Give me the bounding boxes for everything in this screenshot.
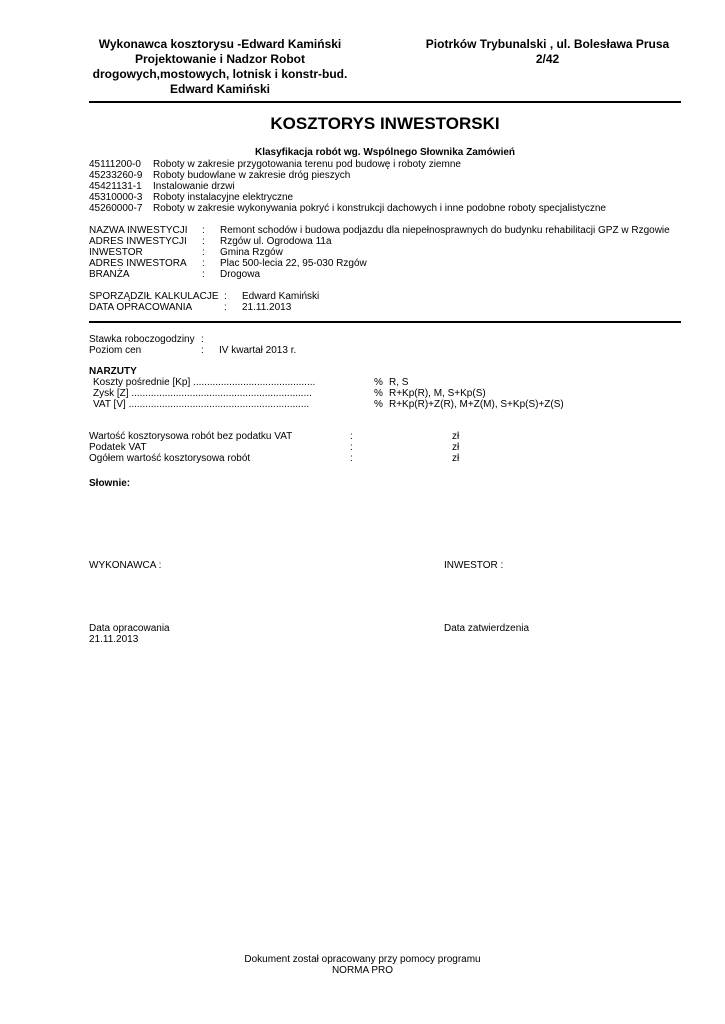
surcharge-unit: % [374,399,383,410]
classification-desc: Roboty budowlane w zakresie dróg pieszych [153,170,351,181]
rate-value: IV kwartał 2013 r. [219,345,297,356]
total-label: Podatek VAT [89,442,147,453]
header-right-line: Piotrków Trybunalski , ul. Bolesława Prusa [425,37,670,51]
approval-date-label: Data zatwierdzenia [444,623,530,634]
prepared-sep: : [224,302,227,313]
investment-label: NAZWA INWESTYCJI [89,225,188,236]
total-label: Ogółem wartość kosztorysowa robót [89,453,251,464]
total-label: Wartość kosztorysowa robót bez podatku VAT [89,431,293,442]
classification-code: 45233260-9 [89,170,143,181]
total-sep: : [350,431,353,442]
page-title: KOSZTORYS INWESTORSKI [270,114,500,133]
section-divider [89,321,681,323]
surcharge-formula: R+Kp(R)+Z(R), M+Z(M), S+Kp(S)+Z(S) [389,399,564,410]
header-left-line: Edward Kamiński [169,82,271,96]
surcharge-formula: R, S [389,377,409,388]
investment-value: Plac 500-lecia 22, 95-030 Rzgów [220,258,367,269]
header-left-line: Wykonawca kosztorysu -Edward Kamiński [98,37,342,51]
investment-value: Remont schodów i budowa podjazdu dla niepełnosprawnych do budynku rehabilitacji GPZ w Rzgowie [220,225,670,236]
classification-desc: Roboty w zakresie przygotowania terenu pod budowę i roboty ziemne [153,159,461,170]
total-sep: : [350,442,353,453]
rate-sep: : [201,345,204,356]
footer-line: Dokument został opracowany przy pomocy programu [244,954,481,965]
investment-value: Rzgów ul. Ogrodowa 11a [220,236,332,247]
classification-heading: Klasyfikacja robót wg. Wspólnego Słownika Zamówień [254,147,516,158]
investor-signature-label: INWESTOR : [444,560,504,571]
surcharge-label: VAT [V] ................................................................. [93,399,310,410]
investment-sep: : [202,247,205,258]
header-left [80,37,360,97]
classification-desc: Roboty w zakresie wykonywania pokryć i konstrukcji dachowych i inne podobne roboty specjalistyczne [153,203,606,214]
surcharge-label: Zysk [Z] ................................................................. [93,388,312,399]
surcharge-unit: % [374,388,383,399]
prepared-label: DATA OPRACOWANIA [89,302,193,313]
investment-label: ADRES INWESTORA [89,258,187,269]
surcharges-heading: NARZUTY [89,366,137,377]
prepared-label: SPORZĄDZIŁ KALKULACJE [89,291,219,302]
header-divider [89,101,681,103]
classification-code: 45421131-1 [89,181,142,192]
words-label: Słownie: [89,478,131,489]
investment-sep: : [202,269,205,280]
classification-code: 45111200-0 [89,159,141,170]
investment-value: Drogowa [220,269,261,280]
prepared-date-label: Data opracowania [89,623,170,634]
surcharge-formula: R+Kp(R), M, S+Kp(S) [389,388,486,399]
prepared-date-value: 21.11.2013 [89,634,139,645]
investment-label: INWESTOR [89,247,143,258]
investment-value: Gmina Rzgów [220,247,283,258]
investment-sep: : [202,225,205,236]
header-right [405,37,690,67]
header-left-line: Projektowanie i Nadzor Robot [134,52,305,66]
total-sep: : [350,453,353,464]
prepared-sep: : [224,291,227,302]
surcharge-label: Koszty pośrednie [Kp] ............................................ [93,377,316,388]
investment-label: BRANŻA [89,269,130,280]
classification-code: 45260000-7 [89,203,143,214]
header-right-line: 2/42 [535,52,560,66]
contractor-signature-label: WYKONAWCA : [89,560,162,571]
investment-label: ADRES INWESTYCJI [89,236,187,247]
prepared-value: Edward Kamiński [242,291,320,302]
rate-label: Poziom cen [89,345,142,356]
rate-label: Stawka roboczogodziny [89,334,195,345]
total-currency: zł [452,442,460,453]
investment-sep: : [202,258,205,269]
classification-code: 45310000-3 [89,192,143,203]
footer-line: NORMA PRO [331,965,394,976]
rate-sep: : [201,334,204,345]
total-currency: zł [452,431,460,442]
classification-desc: Instalowanie drzwi [153,181,235,192]
total-currency: zł [452,453,460,464]
classification-desc: Roboty instalacyjne elektryczne [153,192,294,203]
prepared-value: 21.11.2013 [242,302,292,313]
investment-sep: : [202,236,205,247]
header-left-line: drogowych,mostowych, lotnisk i konstr-bud. [92,67,348,81]
surcharge-unit: % [374,377,383,388]
